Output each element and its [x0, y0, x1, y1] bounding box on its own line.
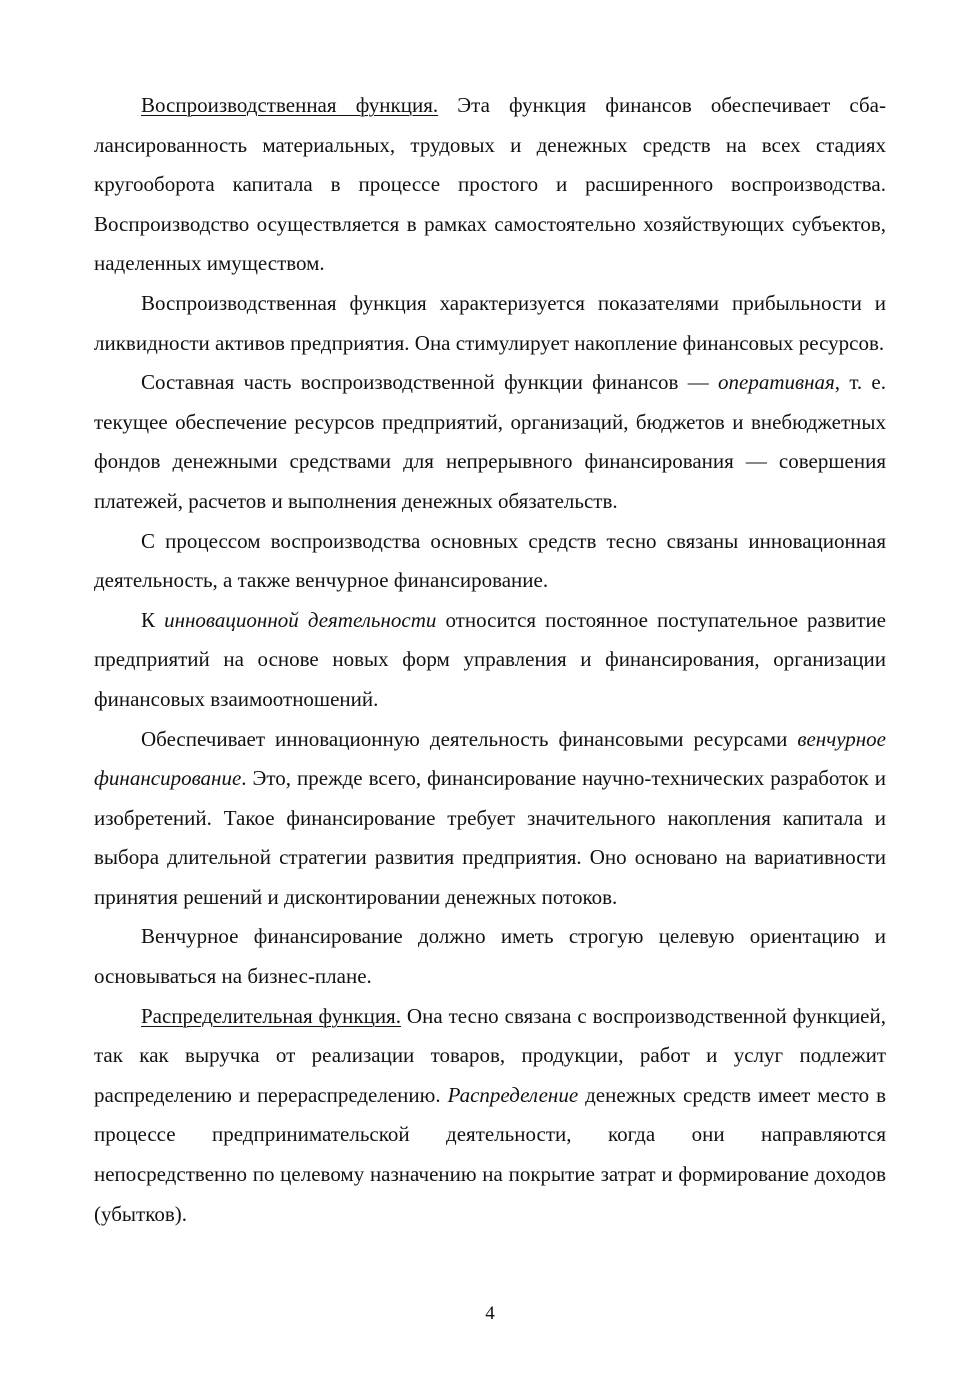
- paragraph-operative-component: [94, 363, 886, 521]
- paragraph-text: Она тесно связана с воспроизводственной функцией, так как выручка от реализации товаров, продукции, работ и услуг подлежит распределению и перераспределению.: [94, 1003, 886, 1107]
- page-number: 4: [485, 1303, 495, 1324]
- paragraph-venture-orientation: [94, 917, 886, 996]
- paragraph-text: Составная часть воспроизводственной функции финансов —: [141, 370, 718, 395]
- paragraph-text: Венчурное финансирование должно иметь строгую целевую ориентацию и основываться на бизнес-плане.: [94, 924, 886, 989]
- paragraph-reproductive-function-indicators: [94, 284, 886, 363]
- section-heading-distributive-function: Распределительная функция.: [141, 1003, 401, 1028]
- paragraph-text: С процессом воспроизводства основных средств тесно связаны инновационная деятельность, а также венчурное финансирование.: [94, 528, 886, 593]
- paragraph-innovation-link: [94, 522, 886, 601]
- paragraph-venture-financing: [94, 720, 886, 918]
- paragraph-text: К: [141, 607, 165, 632]
- document-page: [94, 86, 886, 1234]
- term-venture-financing: венчурное финансирование: [94, 726, 886, 791]
- term-innovation-activity: инновационной деятельности: [164, 607, 437, 632]
- paragraph-innovation-activity: [94, 601, 886, 720]
- paragraph-text: Обеспечивает инновационную деятельность финансовыми ресурсами: [141, 726, 798, 751]
- term-distribution: Распределение: [447, 1082, 579, 1107]
- paragraph-text: Воспроизводственная функция характеризуется показателями прибыльности и ликвидности активов предприятия. Она стимулирует накопление финансовых ресурсов.: [94, 290, 886, 355]
- paragraph-distributive-function: [94, 997, 886, 1235]
- paragraph-text: денежных средств имеет место в процессе предпринимательской деятельности, когда они направляются непосредственно по целевому назначению на покрытие затрат и формирование доходов (убытков).: [94, 1082, 886, 1226]
- paragraph-text: относится постоянное поступательное развитие предприятий на основе новых форм управления и финансирования, организации финансовых взаимоотношений.: [94, 607, 887, 711]
- paragraph-reproductive-function-definition: [94, 86, 886, 284]
- paragraph-text: . Это, прежде всего, финансирование научно-технических разработок и изобретений. Такое финансирование требует значительного накопления капитала и выбора длительной стратегии развития предприятия. Оно основано на вариативности принятия решений и дисконтировании денежных потоков.: [94, 766, 886, 909]
- paragraph-text: , т. е. текущее обеспечение ресурсов предприятий, организаций, бюджетов и внебюджетных фондов денежными средствами для непрерывного финансирования — совершения платежей, расчетов и выполнения денежных обязательств.: [94, 370, 887, 513]
- term-operative: оперативная: [718, 370, 835, 395]
- section-heading-reproductive-function: Воспроизводственная функция.: [141, 93, 439, 117]
- text-body: [94, 86, 886, 1234]
- paragraph-text: Эта функция финансов обеспечивает сбалансированность материальных, трудовых и денежных средств на всех стадиях кругооборота капитала в процессе простого и расширенного воспроизводства. Воспроизводство осуществляется в рамках самостоятельно хозяйствующих субъектов, наделенных имуществом.: [94, 93, 886, 276]
